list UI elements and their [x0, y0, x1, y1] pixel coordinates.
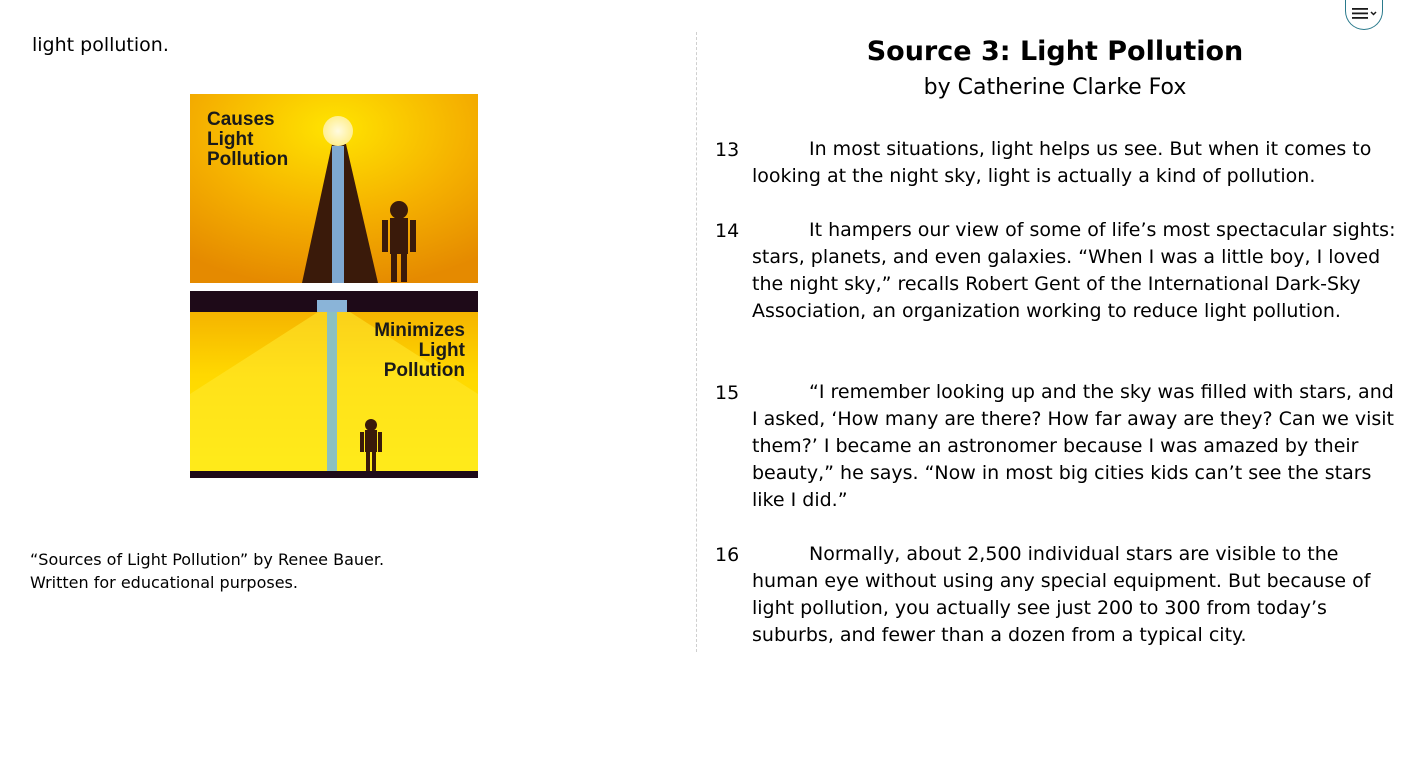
bottom-label-line1: Minimizes — [374, 320, 465, 341]
shielded-lamp — [317, 300, 347, 312]
light-pollution-figure — [190, 94, 478, 478]
top-label-line2: Light — [207, 129, 254, 150]
bottom-label-line2: Light — [418, 340, 465, 361]
top-label-line1: Causes — [207, 109, 275, 130]
bottom-panel — [190, 291, 478, 478]
lamp-pole — [332, 146, 344, 283]
top-panel — [190, 94, 478, 283]
paragraph-number: 15 — [715, 382, 740, 404]
lamp-pole — [327, 312, 337, 471]
hamburger-menu-icon — [1352, 5, 1378, 23]
bottom-label-line3: Pollution — [383, 360, 465, 381]
paragraph-number: 14 — [715, 220, 740, 242]
right-pane — [697, 0, 1420, 770]
paragraph-14 — [715, 217, 1405, 325]
paragraph-15 — [715, 379, 1405, 514]
top-label-line3: Pollution — [207, 149, 289, 170]
paragraph-text: In most situations, light helps us see. But when it comes to looking at the night sky, light is actually a kind of pollution. — [752, 138, 1372, 187]
figure-caption — [30, 548, 384, 594]
paragraph-number: 13 — [715, 139, 740, 161]
paragraph-text: It hampers our view of some of life’s most spectacular sights: stars, planets, and even galaxies. “When I was a little boy, I loved the night sky,” recalls Robert Gent of the International Dark-Sky Association, an organization working to reduce light pollution. — [752, 219, 1396, 322]
light-pollution-illustration — [190, 94, 478, 478]
source-title: Source 3: Light Pollution — [866, 36, 1244, 67]
paragraph-13 — [715, 136, 1405, 190]
source-author: by Catherine Clarke Fox — [923, 75, 1187, 100]
paragraph-16 — [715, 541, 1405, 649]
paragraph-number: 16 — [715, 544, 740, 566]
ground — [190, 471, 478, 478]
paragraph-text: “I remember looking up and the sky was filled with stars, and I asked, ‘How many are there? How far away are they? Can we visit them?’ I became an astronomer because I was amazed by their beauty,” he says. “Now in most big cities kids can’t see the stars like I did.” — [752, 381, 1395, 511]
left-pane — [0, 0, 696, 770]
continued-text: light pollution. — [32, 34, 169, 56]
caption-line2: Written for educational purposes. — [30, 573, 298, 592]
lamp-bulb — [323, 116, 353, 146]
caption-line1: “Sources of Light Pollution” by Renee Bauer. — [30, 550, 385, 569]
paragraph-text: Normally, about 2,500 individual stars are visible to the human eye without using any special equipment. But because of light pollution, you actually see just 200 to 300 from today’s suburbs, and fewer than a dozen from a typical city. — [752, 543, 1371, 646]
